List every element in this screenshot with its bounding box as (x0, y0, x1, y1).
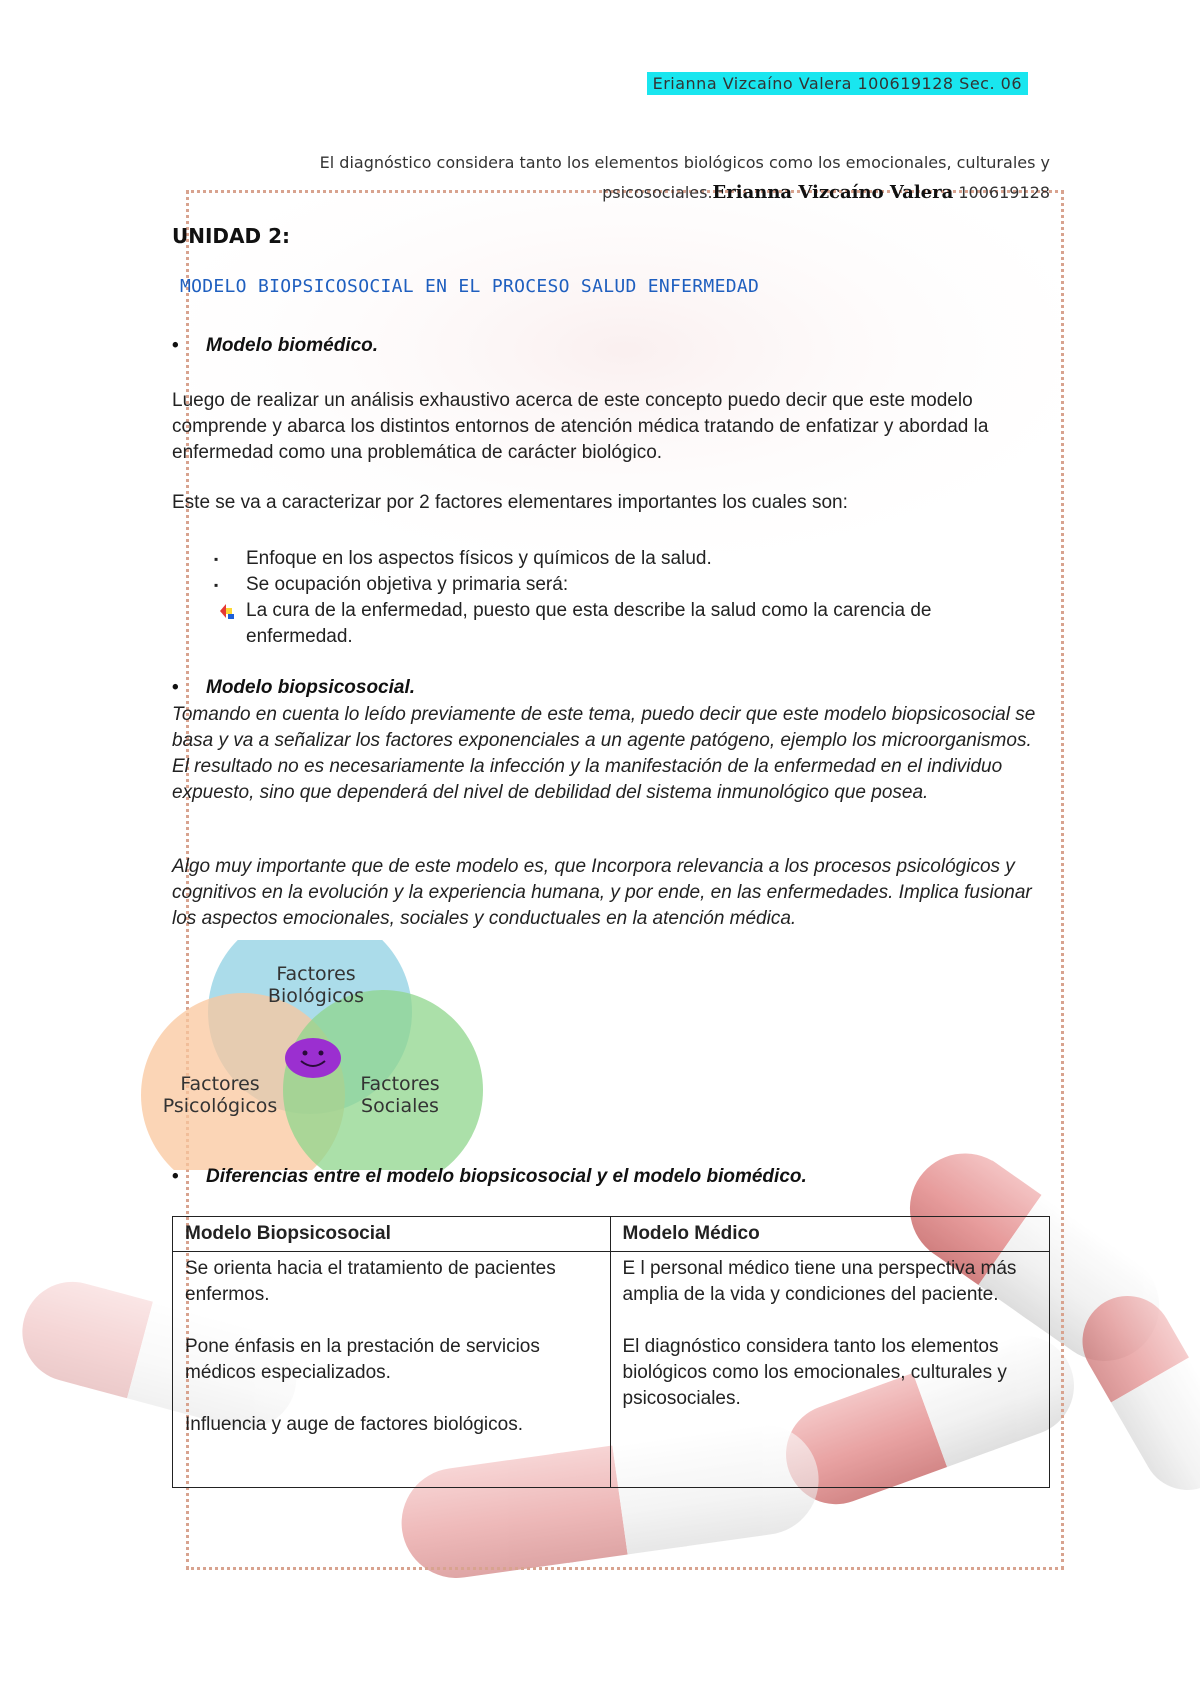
bullet-icon: • (172, 677, 179, 698)
factors-venn-diagram (128, 940, 498, 1170)
table-cell-text: Pone énfasis en la prestación de servicios médicos especializados. (185, 1336, 540, 1383)
label-bio-line2: Biológicos (267, 985, 365, 1007)
heading-biopsychosocial (172, 677, 415, 699)
table-row (173, 1252, 1050, 1488)
biomedical-paragraph: Luego de realizar un análisis exhaustivo acerca de este concepto puedo decir que este modelo comprende y abarca los distintos entornos de atención médica tratando de enfatizar y abordad la enfermedad como una problemática de carácter biológico. (172, 390, 989, 463)
table-cell-biopsychosocial (173, 1252, 611, 1488)
table-cell-text: Se orienta hacia el tratamiento de pacientes enfermos. (185, 1258, 556, 1305)
comparison-table (172, 1216, 1050, 1488)
label-soc-line2: Sociales (361, 1095, 439, 1117)
heading-biomedical-text: Modelo biomédico. (206, 335, 379, 356)
list-item (214, 572, 568, 598)
arrow-bullet-icon (214, 600, 240, 622)
heading-differences (172, 1166, 807, 1188)
table-cell-text: Influencia y auge de factores biológicos. (185, 1414, 523, 1435)
label-soc-line1: Factores (360, 1073, 440, 1095)
table-header-biopsychosocial: Modelo Biopsicosocial (173, 1217, 611, 1252)
bullet-icon: • (172, 1166, 179, 1187)
unit-title: UNIDAD 2: (172, 224, 290, 248)
section-subtitle: MODELO BIOPSICOSOCIAL EN EL PROCESO SALUD ENFERMEDAD (180, 276, 760, 297)
list-item (214, 546, 712, 572)
intro-text: El diagnóstico considera tanto los elementos biológicos como los emocionales, culturales y psicosociales. (319, 153, 1050, 202)
label-psy-line2: Psicológicos (162, 1095, 278, 1117)
square-bullet-icon: ▪ (214, 578, 219, 592)
center-smiley-icon (285, 1038, 341, 1078)
biopsychosocial-paragraph-2: Algo muy importante que de este modelo es, que Incorpora relevancia a los procesos psicológicos y cognitivos en la evolución y la experiencia humana, y por ende, en las enfermedades. Implica fusionar los aspectos emocionales, sociales y conductuales en la atención médica. (172, 856, 1032, 929)
label-bio-line1: Factores (276, 963, 356, 985)
heading-differences-text: Diferencias entre el modelo biopsicosocial y el modelo biomédico. (206, 1166, 807, 1187)
table-cell-text: E l personal médico tiene una perspectiva más amplia de la vida y condiciones del paciente. (622, 1258, 1017, 1305)
smiley-eye-right (319, 1051, 324, 1056)
intro-author-name: Erianna Vizcaíno Valera (712, 182, 954, 203)
smiley-eye-left (303, 1051, 308, 1056)
bullet-icon: • (172, 335, 179, 356)
heading-biomedical (172, 335, 378, 357)
heading-biopsychosocial-text: Modelo biopsicosocial. (206, 677, 416, 698)
table-header-row (173, 1217, 1050, 1252)
sub-list-item (214, 598, 1024, 650)
intro-line (200, 148, 1050, 208)
square-bullet-icon: ▪ (214, 552, 219, 566)
intro-id-number: 100619128 (958, 183, 1050, 202)
table-cell-medical (610, 1252, 1050, 1488)
sub-list-item-text: La cura de la enfermedad, puesto que esta describe la salud como la carencia de enfermedad. (246, 600, 932, 647)
author-header: Erianna Vizcaíno Valera 100619128 Sec. 06 (647, 72, 1028, 95)
biomedical-factors-intro: Este se va a caracterizar por 2 factores elementares importantes los cuales son: (172, 492, 848, 513)
table-header-medical: Modelo Médico (610, 1217, 1050, 1252)
list-item-text: Se ocupación objetiva y primaria será: (246, 574, 569, 596)
label-psy-line1: Factores (180, 1073, 260, 1095)
list-item-text: Enfoque en los aspectos físicos y químicos de la salud. (246, 548, 712, 570)
table-cell-text: El diagnóstico considera tanto los elementos biológicos como los emocionales, culturales y psicosociales. (622, 1336, 1007, 1409)
biopsychosocial-paragraph-1: Tomando en cuenta lo leído previamente de este tema, puedo decir que este modelo biopsicosocial se basa y va a señalizar los factores exponenciales a un agente patógeno, ejemplo los microorganismos. El resultado no es necesariamente la infección y la manifestación de la enfermedad en el individuo expuesto, sino que dependerá del nivel de debilidad del sistema inmunológico que posea. (172, 704, 1036, 803)
